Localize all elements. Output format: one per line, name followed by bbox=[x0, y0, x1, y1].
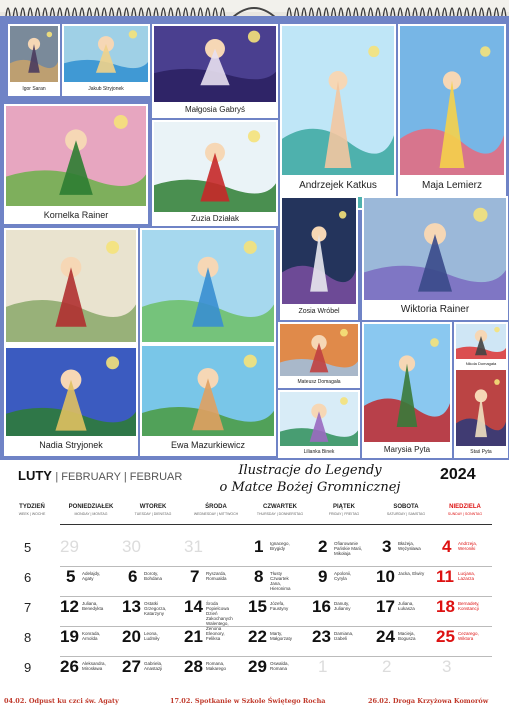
name-day: Lucjana, Lazarza bbox=[458, 571, 476, 581]
artist-caption: Kornelka Rainer bbox=[4, 206, 148, 224]
calendar-day[interactable]: 15 bbox=[248, 597, 267, 616]
name-day: Marty, Małgorzaty bbox=[270, 631, 293, 641]
calendar-day[interactable]: 30 bbox=[122, 537, 141, 556]
calendar-day[interactable]: 7 bbox=[190, 567, 200, 586]
weekday-translation: SATURDAY | SAMSTAG bbox=[386, 512, 426, 516]
name-day: Leona, Ludmiły bbox=[144, 631, 160, 641]
artist-caption: Maja Lemierz bbox=[398, 175, 506, 197]
name-day: Juliana, Łukasza bbox=[398, 601, 415, 611]
calendar-day[interactable]: 14 bbox=[184, 597, 203, 616]
name-day: Macieja, Bogusza bbox=[398, 631, 416, 641]
name-day: Środa Popielcowa Dzień Zakochanych Walentego, Zenona bbox=[206, 601, 233, 631]
artist-caption: Andrzejek Katkus bbox=[280, 175, 396, 197]
name-day: Oswalda, Romana bbox=[270, 661, 289, 671]
weekday-translation: THURSDAY | DONNERSTAG bbox=[256, 512, 304, 516]
weekday-header bbox=[60, 504, 122, 518]
calendar-day[interactable]: 27 bbox=[122, 657, 141, 676]
artist-caption: Nadia Stryjonek bbox=[4, 436, 138, 454]
weekday-label: NIEDZIELA bbox=[449, 504, 481, 510]
name-day: Danuty, Julianny bbox=[334, 601, 351, 611]
name-day: Jacka, Elwiry bbox=[398, 571, 425, 576]
month-translations: | FEBRUARY | FEBRUAR bbox=[55, 471, 183, 483]
calendar-day[interactable]: 1 bbox=[318, 657, 328, 676]
weekday-header bbox=[376, 504, 436, 518]
weekday-header bbox=[436, 504, 494, 518]
weekday-translation: TUESDAY | DIENSTAG bbox=[134, 512, 172, 516]
child-drawing bbox=[140, 228, 276, 356]
name-day: Ignacego, Brygidy bbox=[270, 541, 290, 551]
name-day: Cezarego, Wiktora bbox=[458, 631, 479, 641]
weekday-header bbox=[184, 504, 248, 518]
weekday-translation: WEDNESDAY | MITTWOCH bbox=[193, 512, 239, 516]
calendar-day[interactable]: 10 bbox=[376, 567, 395, 586]
weekday-translation: FRIDAY | FREITAG bbox=[328, 512, 360, 516]
name-day: Błażeja, Wężysława bbox=[398, 541, 421, 551]
artist-caption: Nikola Domagała bbox=[454, 359, 508, 368]
title-line-2: o Matce Bożej Gromnicznej bbox=[219, 480, 401, 495]
calendar-day[interactable]: 2 bbox=[318, 537, 328, 556]
week-column-header bbox=[10, 504, 54, 518]
artist-caption: Lilianka Binek bbox=[278, 446, 360, 458]
week-number: 8 bbox=[24, 630, 32, 645]
calendar-day[interactable]: 8 bbox=[254, 567, 264, 586]
name-day: Gabriela, Anastazji bbox=[144, 661, 163, 671]
week-number: 9 bbox=[24, 660, 32, 675]
name-day: Adelajdy, Agaty bbox=[82, 571, 101, 581]
header-divider bbox=[60, 524, 492, 525]
week-header-translation: WEEK | WOCHE bbox=[18, 512, 46, 516]
name-day: Doroty, Bohdana bbox=[144, 571, 163, 581]
child-drawing bbox=[362, 322, 452, 458]
calendar-day[interactable]: 6 bbox=[128, 567, 138, 586]
event-note: 26.02. Droga Krzyżowa Komorów bbox=[368, 697, 489, 705]
name-day: Konrada, Arnolda bbox=[82, 631, 101, 641]
child-drawing bbox=[152, 24, 278, 104]
calendar-day[interactable]: 20 bbox=[122, 627, 141, 646]
name-day: Damiana, Izabeli bbox=[334, 631, 354, 641]
artist-caption: Małgosia Gabryś bbox=[152, 102, 278, 118]
name-day: Aleksandra, Mirosława bbox=[82, 661, 106, 671]
name-day: Józefa, Faustyny bbox=[270, 601, 289, 611]
calendar-day[interactable]: 9 bbox=[318, 567, 328, 586]
name-day: Romana, Makarego bbox=[206, 661, 227, 671]
calendar-day[interactable]: 17 bbox=[376, 597, 395, 616]
week-header-label: TYDZIEŃ bbox=[19, 504, 45, 510]
name-day: Ofiarowanie Pańskie Marii, Mikołaja bbox=[334, 541, 363, 556]
calendar-day[interactable]: 2 bbox=[382, 657, 392, 676]
month-label bbox=[18, 468, 182, 483]
calendar-day[interactable]: 21 bbox=[184, 627, 203, 646]
name-day: Juliana, Benedykta bbox=[82, 601, 104, 611]
month-name: LUTY bbox=[18, 468, 52, 483]
weekday-label: SOBOTA bbox=[393, 504, 419, 510]
week-number: 6 bbox=[24, 570, 32, 585]
calendar-day[interactable]: 19 bbox=[60, 627, 79, 646]
page-title bbox=[205, 462, 415, 496]
calendar-day[interactable]: 1 bbox=[254, 537, 264, 556]
child-drawing bbox=[8, 24, 60, 88]
calendar-day[interactable]: 3 bbox=[382, 537, 392, 556]
name-day: Andrzeja, Weroniki bbox=[458, 541, 478, 551]
calendar-day[interactable]: 24 bbox=[376, 627, 395, 646]
artist-caption: Zosia Wróbel bbox=[280, 304, 358, 320]
calendar-day[interactable]: 25 bbox=[436, 627, 455, 646]
calendar-day[interactable]: 3 bbox=[442, 657, 452, 676]
weekday-header bbox=[312, 504, 376, 518]
calendar-day[interactable]: 23 bbox=[312, 627, 331, 646]
artist-caption: Igor Saran bbox=[8, 82, 60, 96]
name-day: Ryszarda, Romualda bbox=[206, 571, 227, 581]
title-line-1: Ilustracje do Legendy bbox=[238, 463, 382, 478]
weekday-header bbox=[248, 504, 312, 518]
weekday-header bbox=[122, 504, 184, 518]
calendar-day[interactable]: 12 bbox=[60, 597, 79, 616]
child-drawing bbox=[62, 24, 150, 88]
artist-caption: Zuzia Działak bbox=[152, 212, 278, 226]
name-day: Apolonii, Cyryla bbox=[334, 571, 352, 581]
week-number: 5 bbox=[24, 540, 32, 555]
weekday-label: CZWARTEK bbox=[263, 504, 297, 510]
child-drawing bbox=[152, 120, 278, 226]
week-number: 7 bbox=[24, 600, 32, 615]
weekday-label: WTOREK bbox=[139, 504, 167, 510]
weekday-label: PIĄTEK bbox=[332, 504, 355, 510]
calendar-day[interactable]: 28 bbox=[184, 657, 203, 676]
calendar-day[interactable]: 11 bbox=[436, 567, 454, 586]
artist-caption: Staś Pyta bbox=[454, 446, 508, 458]
calendar-day[interactable]: 26 bbox=[60, 657, 79, 676]
calendar-day[interactable]: 31 bbox=[184, 537, 203, 556]
artist-caption: Jakub Stryjonek bbox=[62, 82, 150, 96]
child-drawing bbox=[4, 104, 148, 222]
child-drawing bbox=[280, 196, 358, 320]
calendar-day[interactable]: 16 bbox=[312, 597, 331, 616]
artist-caption: Wiktoria Rainer bbox=[362, 300, 508, 320]
artist-caption: Ewa Mazurkiewicz bbox=[140, 436, 276, 454]
calendar-day[interactable]: 29 bbox=[248, 657, 267, 676]
weekday-label: PONIEDZIAŁEK bbox=[68, 504, 114, 510]
year-label: 2024 bbox=[440, 466, 476, 483]
child-drawing bbox=[4, 228, 138, 356]
event-note: 04.02. Odpust ku czci św. Agaty bbox=[4, 697, 119, 705]
artist-caption: Mateusz Domagała bbox=[278, 376, 360, 388]
calendar-day[interactable]: 4 bbox=[442, 537, 452, 556]
calendar-day[interactable]: 18 bbox=[436, 597, 455, 616]
name-day: Eleonory, Feliksa bbox=[206, 631, 225, 641]
calendar-day[interactable]: 22 bbox=[248, 627, 267, 646]
event-note: 17.02. Spotkanie w Szkole Świętego Rocha bbox=[170, 697, 326, 705]
name-day: Ostatki Grzegorza, Katarzyny bbox=[144, 601, 167, 616]
artist-caption: Marysia Pyta bbox=[362, 442, 452, 458]
illustration-gallery bbox=[0, 16, 509, 460]
name-day: Bernadety, Konstancji bbox=[458, 601, 480, 611]
weekday-translation: MONDAY | MONTAG bbox=[74, 512, 108, 516]
child-drawing bbox=[454, 368, 508, 458]
calendar-day[interactable]: 29 bbox=[60, 537, 79, 556]
weekday-translation: SUNDAY | SONNTAG bbox=[447, 512, 483, 516]
calendar-day[interactable]: 13 bbox=[122, 597, 141, 616]
calendar-grid bbox=[0, 460, 509, 720]
row-divider bbox=[60, 566, 492, 567]
weekday-label: ŚRODA bbox=[205, 504, 227, 510]
calendar-day[interactable]: 5 bbox=[66, 567, 76, 586]
name-day: Tłusty Czwartek Jana, Hieronima bbox=[270, 571, 291, 591]
